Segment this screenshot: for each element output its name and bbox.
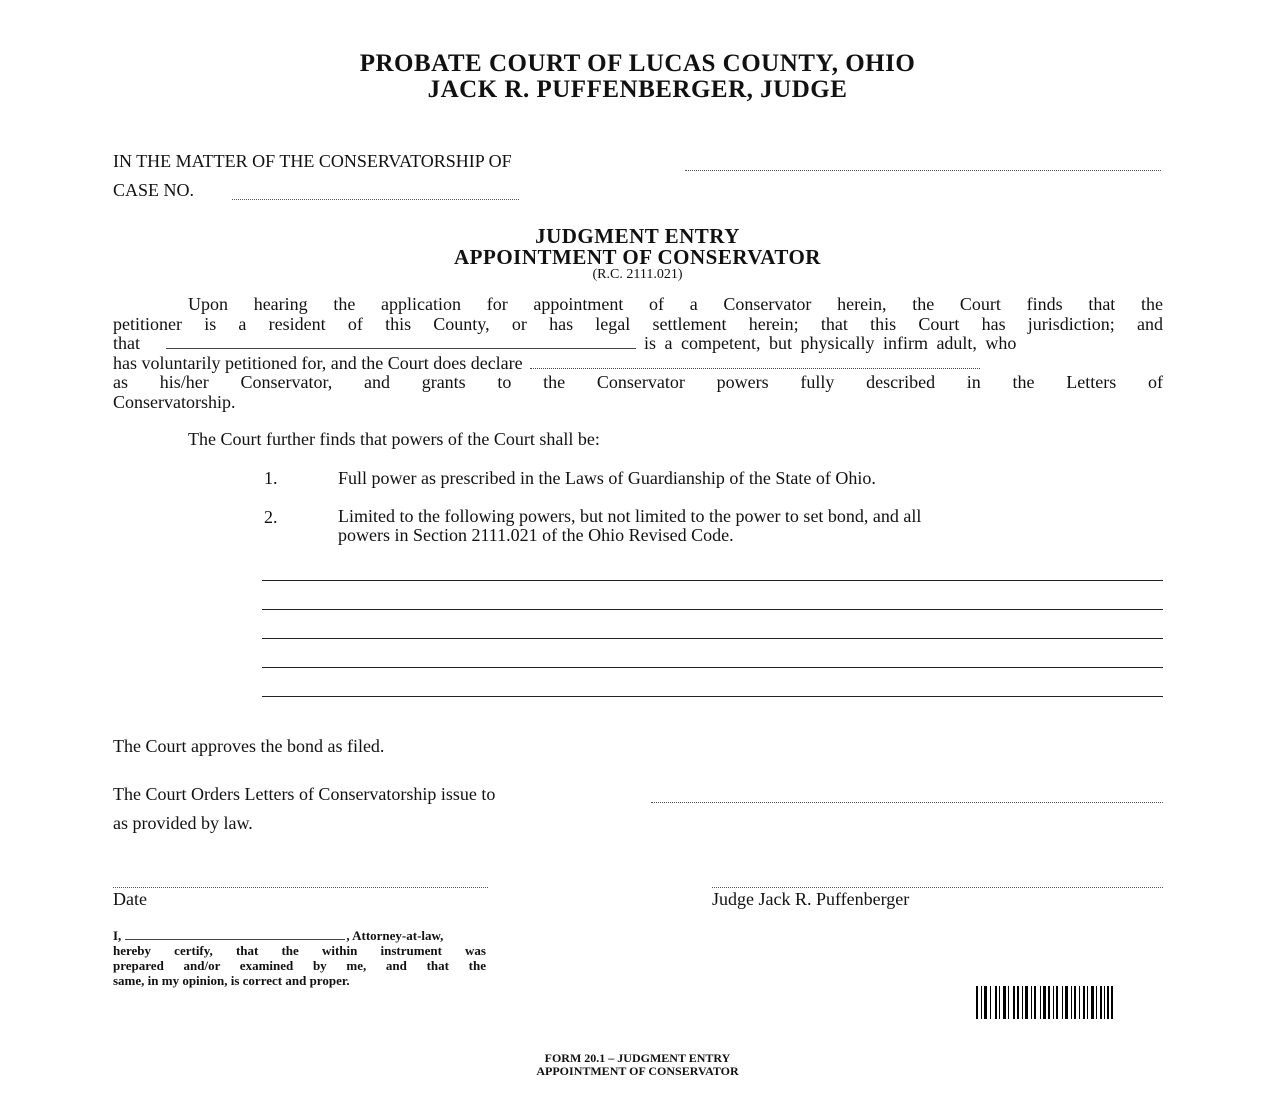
certification-text: prepared and/or examined by me, and that the [113,958,486,973]
findings-line: Conservatorship. [113,391,236,412]
attorney-name-field[interactable] [125,928,345,940]
entry-title: JUDGMENT ENTRY [535,224,740,248]
letters-tail: as provided by law. [113,813,253,833]
matter-label: IN THE MATTER OF THE CONSERVATORSHIP OF [113,151,512,171]
certification-text: hereby certify, that the within instrument was [113,943,486,958]
limited-powers-line[interactable] [262,696,1163,697]
attorney-certification [113,928,486,988]
matter-name-field[interactable] [685,153,1161,171]
judge-name: JACK R. PUFFENBERGER, JUDGE [427,76,848,103]
bond-approval: The Court approves the bond as filed. [113,736,385,756]
certification-text: same, in my opinion, is correct and proper. [113,973,350,988]
limited-powers-line[interactable] [262,638,1163,639]
findings-paragraph [113,295,1163,412]
letters-recipient-field[interactable] [651,786,1163,803]
limited-powers-line[interactable] [262,580,1163,581]
power-item-text [338,507,921,545]
findings-line: petitioner is a resident of this County, or has legal settlement herein; that this Court has jurisdiction; and [113,313,1163,334]
findings-line-3 [113,334,1163,354]
findings-line-4 [113,354,1163,374]
findings-line: Upon hearing the application for appointment of a Conservator herein, the Court finds that the [188,294,1163,314]
power-item-number: 2. [264,507,278,527]
judge-signature-label: Judge Jack R. Puffenberger [712,889,910,909]
power-item-number: 1. [264,468,278,488]
judge-signature-line[interactable] [712,887,1163,888]
findings-line: as his/her Conservator, and grants to the Conservator powers fully described in the Letters of [113,372,1163,392]
certification-text: , Attorney-at-law, [346,928,444,943]
date-line[interactable] [113,887,488,888]
barcode-image [976,986,1163,1019]
adult-name-field[interactable] [166,334,636,349]
power-item-line: powers in Section 2111.021 of the Ohio Revised Code. [338,525,734,545]
powers-intro: The Court further finds that powers of the Court shall be: [188,429,600,449]
findings-text: has voluntarily petitioned for, and the Court does declare [113,352,523,373]
findings-text: that [113,333,140,353]
conservator-name-field[interactable] [530,354,980,369]
case-label: CASE NO. [113,180,195,200]
case-number-field[interactable] [232,182,519,200]
date-label: Date [113,889,147,909]
power-item-line: Limited to the following powers, but not limited to the power to set bond, and all [338,506,922,526]
power-item-text: Full power as prescribed in the Laws of Guardianship of the State of Ohio. [338,468,876,488]
limited-powers-line[interactable] [262,667,1163,668]
certification-text: I, [113,928,122,943]
form-footer-line1: FORM 20.1 – JUDGMENT ENTRY [544,1051,731,1065]
findings-text: is a competent, but physically infirm adult, who [644,333,1017,353]
court-name: PROBATE COURT OF LUCAS COUNTY, OHIO [359,50,916,77]
form-footer-line2: APPOINTMENT OF CONSERVATOR [536,1064,739,1078]
limited-powers-line[interactable] [262,609,1163,610]
letters-order: The Court Orders Letters of Conservatorship issue to [113,784,496,804]
entry-subtitle: APPOINTMENT OF CONSERVATOR [454,245,821,269]
statute-reference: (R.C. 2111.021) [592,267,683,282]
